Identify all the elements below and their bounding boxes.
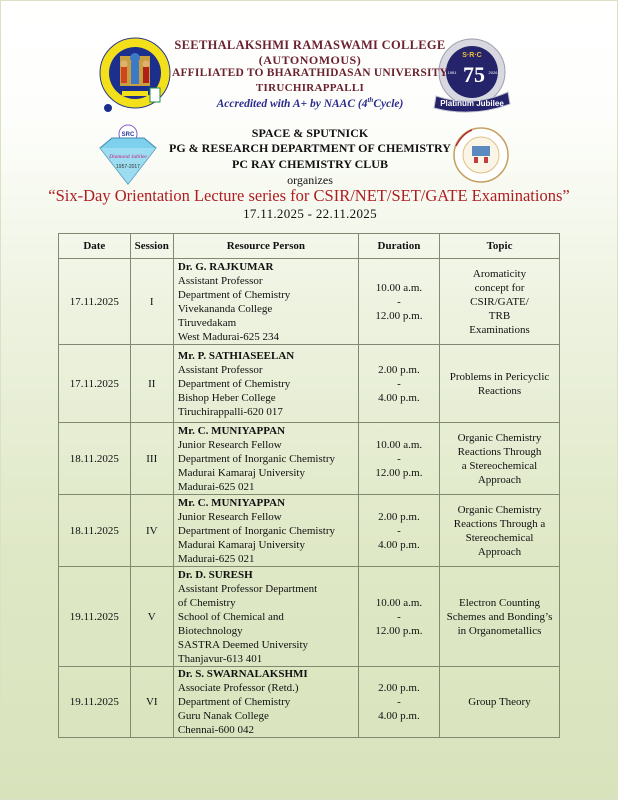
table-row	[59, 495, 560, 567]
person-detail-line: Department of Inorganic Chemistry	[177, 524, 335, 537]
topic-line: Approach	[477, 473, 522, 486]
session-cell: IV	[130, 495, 173, 567]
duration-separator: -	[397, 377, 401, 390]
duration-cell	[358, 495, 439, 567]
header-session: Session	[130, 234, 173, 259]
header-resource-person: Resource Person	[173, 234, 358, 259]
duration-end: 4.00 p.m.	[378, 391, 420, 404]
topic-line: Reactions Through a	[453, 517, 546, 530]
topic-line: Electron Counting	[459, 596, 540, 609]
topic-line: Aromaticity	[472, 267, 527, 280]
person-detail-line: Chennai-600 042	[177, 724, 254, 736]
session-cell: V	[130, 567, 173, 667]
person-detail-line: Madurai-625 021	[177, 480, 255, 493]
jubilee-start-year: 1951	[447, 70, 457, 75]
duration-end: 12.00 p.m.	[375, 309, 423, 322]
topic-line: Examinations	[469, 323, 530, 336]
duration-cell	[358, 345, 439, 423]
person-detail-line: of Chemistry	[177, 596, 236, 609]
duration-separator: -	[397, 696, 401, 708]
topic-cell	[440, 259, 560, 345]
duration-cell	[358, 667, 439, 738]
person-detail-line: Assistant Professor Department	[177, 582, 318, 595]
date-cell: 18.11.2025	[59, 423, 131, 495]
person-detail-line: School of Chemical and	[177, 610, 284, 623]
duration-end: 12.00 p.m.	[375, 466, 423, 479]
duration-end: 4.00 p.m.	[378, 710, 420, 722]
duration-start: 2.00 p.m.	[378, 363, 420, 376]
diamond-badge-text: SRC	[121, 132, 135, 138]
jubilee-number: 75	[463, 62, 485, 87]
diamond-years-text: 1957-2017	[116, 164, 140, 170]
college-city: TIRUCHIRAPPALLI	[255, 82, 365, 94]
table-row	[59, 567, 560, 667]
accreditation-suffix: Cycle)	[373, 97, 404, 110]
person-detail-line: Department of Chemistry	[177, 377, 291, 390]
topic-line: in Organometallics	[457, 624, 542, 637]
table-row	[59, 259, 560, 345]
session-cell: I	[130, 259, 173, 345]
person-name: Dr. G. RAJKUMAR	[177, 260, 274, 273]
affiliation: AFFILIATED TO BHARATHIDASAN UNIVERSITY	[171, 67, 449, 79]
date-cell: 19.11.2025	[59, 567, 131, 667]
person-detail-line: Department of Inorganic Chemistry	[177, 452, 335, 465]
topic-line: Reactions	[477, 384, 522, 397]
person-detail-line: Biotechnology	[177, 624, 243, 637]
header-date: Date	[59, 234, 131, 259]
topic-cell	[440, 345, 560, 423]
header-topic: Topic	[440, 234, 560, 259]
person-name: Mr. C. MUNIYAPPAN	[177, 424, 286, 437]
duration-start: 2.00 p.m.	[378, 510, 420, 523]
organizes-label: organizes	[287, 173, 333, 187]
person-detail-line: Tiruvedakam	[177, 316, 237, 329]
topic-line: TRB	[488, 309, 511, 322]
person-name: Dr. S. SWARNALAKSHMI	[177, 668, 308, 680]
person-name: Mr. P. SATHIASEELAN	[177, 349, 295, 362]
date-cell: 18.11.2025	[59, 495, 131, 567]
event-dates: 17.11.2025 - 22.11.2025	[243, 206, 377, 221]
topic-line: Approach	[477, 545, 522, 558]
topic-cell	[440, 567, 560, 667]
duration-cell	[358, 423, 439, 495]
topic-line: concept for	[474, 281, 525, 294]
schedule-table	[58, 233, 560, 738]
topic-cell	[440, 667, 560, 738]
resource-person-cell	[173, 495, 358, 567]
session-cell: III	[130, 423, 173, 495]
organizer-line-1: SPACE & SPUTNICK	[251, 126, 369, 140]
resource-person-cell	[173, 567, 358, 667]
accreditation-prefix: Accredited with A+ by NAAC (4	[216, 97, 368, 110]
person-detail-line: Madurai Kamaraj University	[177, 466, 305, 479]
jubilee-ribbon-text: Platinum Jubilee	[440, 99, 504, 108]
duration-start: 2.00 p.m.	[378, 682, 420, 694]
topic-line: a Stereochemical	[461, 459, 538, 472]
topic-line: CSIR/GATE/	[470, 295, 529, 308]
duration-cell	[358, 567, 439, 667]
topic-cell	[440, 495, 560, 567]
topic-line: Group Theory	[468, 696, 531, 708]
date-cell: 19.11.2025	[59, 667, 131, 738]
person-detail-line: SASTRA Deemed University	[177, 638, 309, 651]
accreditation	[150, 96, 470, 110]
person-detail-line: Associate Professor (Retd.)	[177, 682, 299, 694]
jubilee-end-year: 2026	[488, 70, 498, 75]
topic-line: Organic Chemistry	[457, 431, 542, 444]
person-detail-line: Thanjavur-613 401	[177, 652, 263, 665]
resource-person-cell	[173, 259, 358, 345]
person-detail-line: Tiruchirappalli-620 017	[177, 405, 283, 418]
organizer-line-3: PC RAY CHEMISTRY CLUB	[232, 157, 388, 171]
table-header-row	[59, 234, 560, 259]
duration-end: 12.00 p.m.	[375, 624, 423, 637]
resource-person-cell	[173, 423, 358, 495]
duration-separator: -	[397, 452, 401, 465]
accreditation-sup: th	[367, 96, 374, 104]
duration-separator: -	[397, 610, 401, 623]
topic-line: Stereochemical	[465, 531, 534, 544]
schedule-body	[59, 259, 560, 738]
college-status: (AUTONOMOUS)	[258, 53, 362, 67]
person-detail-line: Guru Nanak College	[177, 710, 269, 722]
diamond-jubilee-text: Diamond Jubilee	[109, 154, 147, 160]
person-detail-line: Vivekananda College	[177, 302, 273, 315]
topic-line: Organic Chemistry	[457, 503, 542, 516]
event-title: “Six-Day Orientation Lecture series for CSIR/NET/SET/GATE Examinations”	[48, 186, 570, 205]
person-name: Dr. D. SURESH	[177, 568, 253, 581]
date-cell: 17.11.2025	[59, 259, 131, 345]
duration-end: 4.00 p.m.	[378, 538, 420, 551]
person-detail-line: Bishop Heber College	[177, 391, 276, 404]
person-detail-line: Assistant Professor	[177, 274, 263, 287]
college-name: SEETHALAKSHMI RAMASWAMI COLLEGE	[174, 38, 446, 52]
person-detail-line: Junior Research Fellow	[177, 438, 282, 451]
duration-start: 10.00 a.m.	[375, 281, 423, 294]
resource-person-cell	[173, 345, 358, 423]
topic-line: Problems in Pericyclic	[449, 370, 550, 383]
resource-person-cell	[173, 667, 358, 738]
topic-line: Reactions Through	[457, 445, 542, 458]
duration-start: 10.00 a.m.	[375, 596, 423, 609]
duration-start: 10.00 a.m.	[375, 438, 423, 451]
person-name: Mr. C. MUNIYAPPAN	[177, 496, 286, 509]
person-detail-line: West Madurai-625 234	[177, 330, 280, 343]
table-row	[59, 423, 560, 495]
duration-separator: -	[397, 295, 401, 308]
topic-line: Schemes and Bonding’s	[446, 610, 553, 623]
duration-separator: -	[397, 524, 401, 537]
header-duration: Duration	[358, 234, 439, 259]
table-row	[59, 345, 560, 423]
person-detail-line: Junior Research Fellow	[177, 510, 282, 523]
person-detail-line: Madurai Kamaraj University	[177, 538, 305, 551]
session-cell: VI	[130, 667, 173, 738]
jubilee-src-text: S·R·C	[462, 52, 482, 59]
table-row	[59, 667, 560, 738]
person-detail-line: Department of Chemistry	[177, 696, 291, 708]
date-cell: 17.11.2025	[59, 345, 131, 423]
session-cell: II	[130, 345, 173, 423]
person-detail-line: Assistant Professor	[177, 363, 263, 376]
person-detail-line: Madurai-625 021	[177, 552, 255, 565]
organizer-line-2: PG & RESEARCH DEPARTMENT OF CHEMISTRY	[169, 141, 451, 155]
topic-cell	[440, 423, 560, 495]
duration-cell	[358, 259, 439, 345]
person-detail-line: Department of Chemistry	[177, 288, 291, 301]
